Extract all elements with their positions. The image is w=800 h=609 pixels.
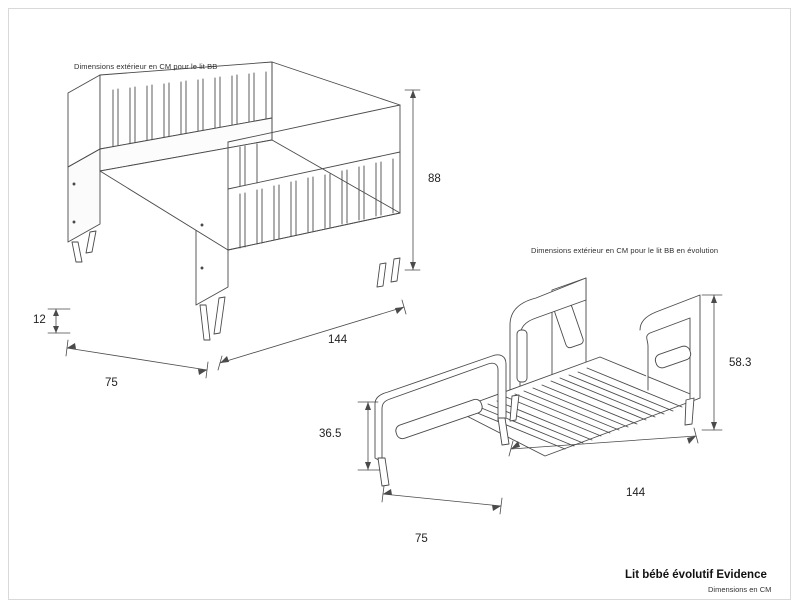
crib-length-label: 144 (328, 334, 348, 346)
toddler-height-label: 58.3 (729, 357, 752, 369)
toddler-width-dimension (382, 486, 502, 514)
crib-leg-height-label: 12 (33, 314, 46, 326)
crib-width-dimension (66, 340, 208, 378)
toddler-width-label: 75 (415, 533, 428, 545)
crib-leg-height-dimension (48, 309, 70, 333)
crib-height-label: 88 (428, 173, 441, 185)
toddler-mid-height-label: 36.5 (319, 428, 342, 440)
footer-title: Lit bébé évolutif Evidence (625, 569, 767, 581)
toddler-length-label: 144 (626, 487, 646, 499)
crib-caption: Dimensions extérieur en CM pour le lit BB (74, 62, 218, 71)
toddler-caption: Dimensions extérieur en CM pour le lit BB en évolution (531, 246, 719, 255)
footer-subtitle: Dimensions en CM (708, 585, 772, 594)
crib-height-dimension (405, 90, 420, 270)
crib-length-dimension (218, 300, 406, 370)
toddler-height-dimension (702, 295, 722, 430)
crib-width-label: 75 (105, 377, 118, 389)
